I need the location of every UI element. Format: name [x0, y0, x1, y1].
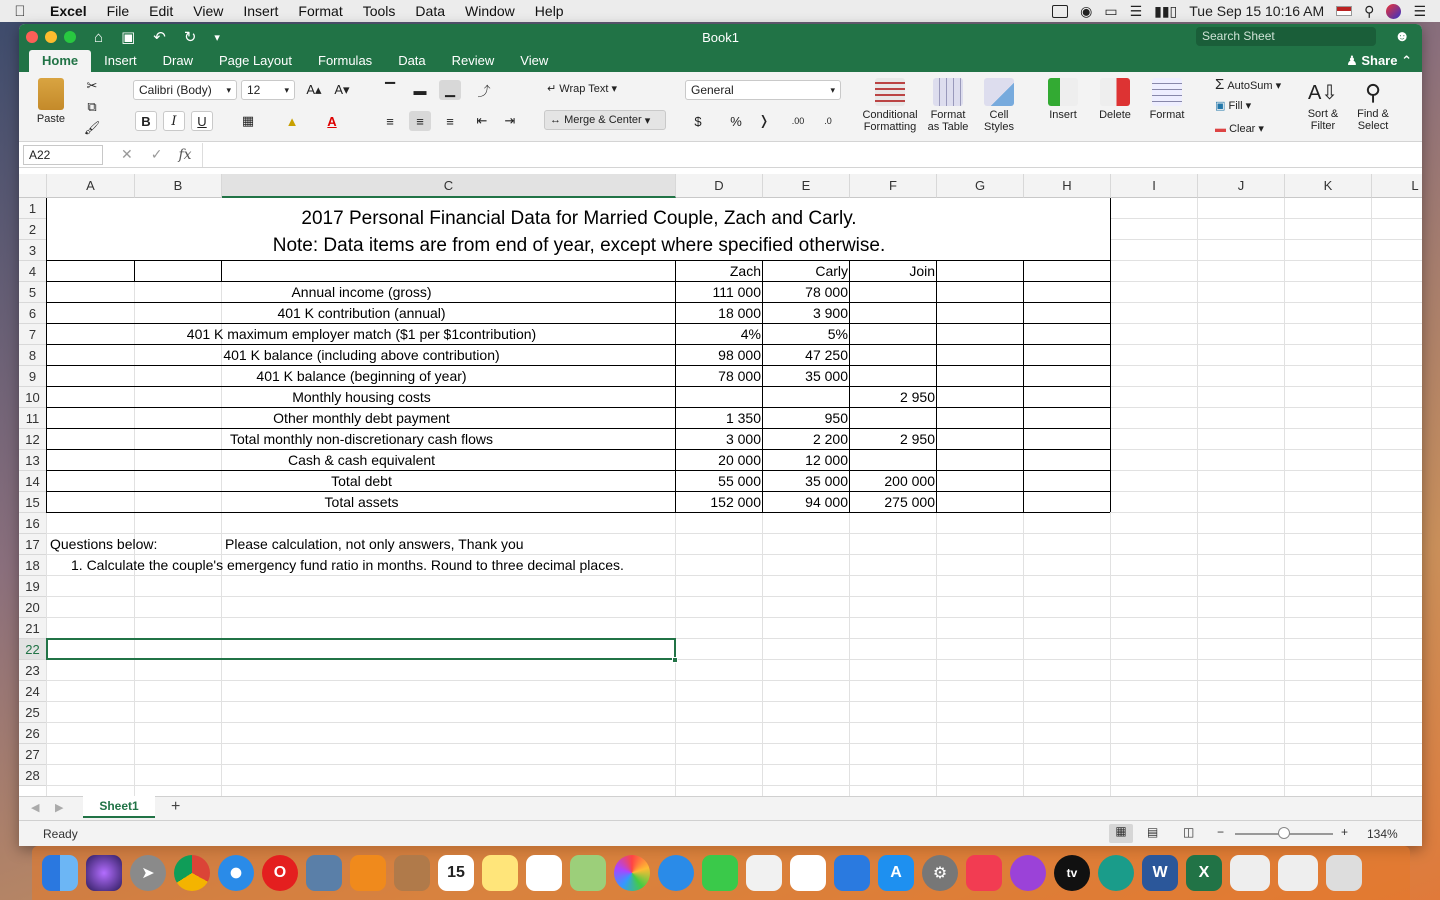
maps-icon[interactable]: [570, 855, 606, 891]
row-header-1[interactable]: 1: [19, 198, 47, 219]
menu-file[interactable]: File: [106, 3, 130, 19]
cell-joint[interactable]: 275 000: [884, 494, 935, 510]
row-label[interactable]: 401 K contribution (annual): [277, 305, 446, 321]
apple-tv-icon[interactable]: tv: [1054, 855, 1090, 891]
document-title: Book1: [702, 29, 739, 45]
cell-zach[interactable]: 3 000: [725, 431, 761, 447]
align-middle-icon[interactable]: ▬: [413, 82, 427, 98]
merge-center-label: Merge & Center: [564, 114, 642, 126]
insert-cells-icon: [1048, 78, 1078, 106]
find-select-button[interactable]: [1353, 78, 1393, 132]
control-center-icon[interactable]: ☰: [1413, 2, 1426, 19]
minimize-window-button[interactable]: [45, 31, 57, 43]
system-preferences-icon[interactable]: ⚙: [922, 855, 958, 891]
tab-draw[interactable]: Draw: [162, 53, 193, 68]
column-header-i[interactable]: I: [1111, 174, 1198, 198]
format-as-table-button[interactable]: [923, 78, 973, 133]
redo-icon[interactable]: ↻: [183, 29, 197, 46]
flag-icon[interactable]: [1336, 6, 1352, 16]
cut-icon[interactable]: ✂: [86, 78, 98, 93]
name-box[interactable]: A22: [23, 145, 103, 165]
cell-carly[interactable]: 94 000: [805, 494, 848, 510]
gridline-col: [1197, 198, 1198, 796]
gridline-row: [47, 575, 1422, 576]
paste-button[interactable]: [29, 78, 73, 125]
macos-menubar: [0, 0, 1440, 22]
border-col: [936, 260, 937, 512]
zoom-slider-thumb[interactable]: [1278, 827, 1290, 839]
cell-zach[interactable]: 111 000: [712, 284, 761, 300]
fill-icon: ▣: [1215, 100, 1226, 112]
conditional-formatting-icon: [875, 78, 905, 106]
gridline-row: [47, 617, 1422, 618]
wrap-text-button[interactable]: ↵ Wrap Text ▾: [547, 83, 617, 95]
conditional-label-1: Conditional: [862, 109, 918, 121]
sheet-title[interactable]: 2017 Personal Financial Data for Married Couple, Zach and Carly.: [301, 208, 857, 229]
chrome-icon[interactable]: [174, 855, 210, 891]
zoom-window-button[interactable]: [64, 31, 76, 43]
column-header-b[interactable]: B: [135, 174, 222, 198]
gridline-row: [47, 722, 1422, 723]
undo-icon[interactable]: ↶: [153, 29, 166, 46]
border-row: [46, 449, 1110, 450]
cell-styles-label-2: Styles: [984, 121, 1014, 133]
decrease-indent-icon[interactable]: ⇤: [476, 113, 488, 128]
tab-page-layout[interactable]: Page Layout: [218, 53, 292, 68]
cell-carly[interactable]: 2 200: [812, 431, 848, 447]
row-header-18[interactable]: 18: [19, 555, 47, 576]
tab-review[interactable]: Review: [451, 53, 495, 68]
normal-view-icon[interactable]: ▦: [1109, 824, 1133, 843]
cell-carly[interactable]: 950: [824, 410, 848, 426]
preview-icon[interactable]: [306, 855, 342, 891]
bold-button[interactable]: B: [135, 111, 157, 131]
row-label[interactable]: Monthly housing costs: [292, 389, 431, 405]
cell-joint[interactable]: 2 950: [899, 431, 935, 447]
row-header-21[interactable]: 21: [19, 618, 47, 639]
align-center-icon[interactable]: ≡: [409, 111, 431, 131]
row-header-17[interactable]: 17: [19, 534, 47, 555]
row-header-9[interactable]: 9: [19, 366, 47, 387]
reminders-icon[interactable]: [526, 855, 562, 891]
close-window-button[interactable]: [26, 31, 38, 43]
save-icon[interactable]: ▣: [121, 29, 136, 46]
fill-color-icon[interactable]: ▲: [285, 113, 299, 129]
cell-zach[interactable]: 152 000: [710, 494, 761, 510]
row-header-10[interactable]: 10: [19, 387, 47, 408]
share-button[interactable]: ♟ Share ⌃: [1346, 53, 1412, 68]
increase-font-icon[interactable]: A▴: [306, 82, 322, 97]
excel-window: [19, 24, 1422, 846]
insert-cells-button[interactable]: [1039, 78, 1087, 121]
bluetooth-icon[interactable]: [1052, 5, 1068, 18]
add-sheet-icon[interactable]: +: [171, 798, 181, 815]
conditional-label-2: Formatting: [863, 121, 917, 133]
row-header-11[interactable]: 11: [19, 408, 47, 429]
format-table-label-1: Format: [930, 109, 966, 121]
tab-view[interactable]: View: [520, 53, 549, 68]
books-icon[interactable]: [350, 855, 386, 891]
documents-stack-icon[interactable]: [1278, 855, 1318, 891]
eraser-icon: ▬: [1215, 123, 1226, 135]
border-row: [46, 407, 1110, 408]
clipboard-icon: [38, 78, 64, 110]
facetime-icon[interactable]: [702, 855, 738, 891]
border-row: [46, 491, 1110, 492]
textedit-icon[interactable]: [746, 855, 782, 891]
cell-zach[interactable]: 20 000: [718, 452, 761, 468]
border-right: [1110, 198, 1111, 512]
launchpad-icon[interactable]: ➤: [130, 855, 166, 891]
macos-dock: [32, 846, 1410, 900]
calendar-icon[interactable]: 15: [438, 855, 474, 891]
comma-style-icon[interactable]: ❭: [758, 113, 770, 128]
format-table-label-2: as Table: [927, 121, 969, 133]
row-header-15[interactable]: 15: [19, 492, 47, 513]
magnifier-icon: ⚲: [1364, 80, 1382, 105]
row-label[interactable]: 401 K maximum employer match ($1 per $1contribution): [186, 326, 537, 342]
gridline-row: [47, 764, 1422, 765]
format-cells-button[interactable]: [1143, 78, 1191, 121]
font-color-icon[interactable]: A: [327, 113, 337, 129]
sort-filter-button[interactable]: [1303, 78, 1343, 132]
border-row: [46, 344, 1110, 345]
currency-icon[interactable]: $: [694, 113, 702, 129]
search-sheet-input[interactable]: [1196, 27, 1376, 46]
gridline-row: [47, 701, 1422, 702]
battery-icon[interactable]: ▮▮▯: [1154, 2, 1178, 19]
column-header-f[interactable]: F: [850, 174, 937, 198]
header-joint[interactable]: Join: [909, 263, 935, 279]
menu-view[interactable]: View: [193, 3, 224, 19]
border-row: [46, 386, 1110, 387]
align-right-icon[interactable]: ≡: [446, 113, 454, 129]
airplay-icon[interactable]: ▭: [1104, 2, 1118, 19]
page-break-view-icon[interactable]: ◫: [1183, 825, 1195, 839]
clock[interactable]: Tue Sep 15 10:16 AM: [1189, 3, 1325, 19]
cell-carly[interactable]: 35 000: [805, 473, 848, 489]
find-select-label-1: Find &: [1357, 108, 1389, 120]
home-icon[interactable]: ⌂: [94, 28, 104, 46]
gridline-row: [47, 785, 1422, 786]
border-row: [46, 470, 1110, 471]
align-top-icon[interactable]: ▔: [385, 82, 395, 97]
row-header-6[interactable]: 6: [19, 303, 47, 324]
cell-zach[interactable]: 55 000: [718, 473, 761, 489]
row-header-13[interactable]: 13: [19, 450, 47, 471]
customize-toolbar-icon[interactable]: ▾: [214, 31, 220, 44]
cell-carly[interactable]: 47 250: [805, 347, 848, 363]
number-format-value: General: [691, 83, 734, 97]
font-size-select[interactable]: 12 ▾: [241, 80, 295, 100]
menu-edit[interactable]: Edit: [149, 3, 174, 19]
wifi-icon[interactable]: ☰: [1129, 2, 1143, 19]
photos-icon[interactable]: [614, 855, 650, 891]
column-header-l[interactable]: L: [1372, 174, 1422, 198]
row-label[interactable]: Total monthly non-discretionary cash flows: [229, 431, 493, 447]
border-col-c: [675, 282, 676, 512]
apple-icon[interactable]: [0, 3, 40, 20]
account-icon[interactable]: ☻: [1394, 28, 1410, 45]
function-icon[interactable]: fx: [178, 146, 192, 163]
clear-button[interactable]: ▬ Clear ▾: [1215, 123, 1264, 135]
questions-note[interactable]: Please calculation, not only answers, Thank you: [225, 536, 524, 552]
sort-filter-label-2: Filter: [1310, 120, 1336, 132]
orientation-icon[interactable]: ⤴: [477, 83, 491, 99]
row-label[interactable]: Total debt: [331, 473, 392, 489]
find-select-label-2: Select: [1357, 120, 1389, 132]
copy-icon[interactable]: ⧉: [87, 99, 97, 114]
row-header-14[interactable]: 14: [19, 471, 47, 492]
zoom-out-icon[interactable]: −: [1217, 825, 1225, 839]
zoom-level[interactable]: 134%: [1367, 827, 1398, 841]
news-icon[interactable]: [966, 855, 1002, 891]
sigma-icon: Σ: [1215, 76, 1225, 93]
questions-label[interactable]: Questions below:: [50, 536, 158, 552]
opera-icon[interactable]: O: [262, 855, 298, 891]
cell-carly[interactable]: 78 000: [805, 284, 848, 300]
paste-label: Paste: [36, 113, 66, 125]
formula-input[interactable]: [202, 143, 1422, 167]
row-label[interactable]: Cash & cash equivalent: [287, 452, 436, 468]
fill-handle[interactable]: [672, 657, 678, 663]
menu-format[interactable]: Format: [298, 3, 343, 19]
row-header-20[interactable]: 20: [19, 597, 47, 618]
header-carly[interactable]: Carly: [815, 263, 848, 279]
trash-icon[interactable]: [1326, 855, 1362, 891]
cell-zach[interactable]: 1 350: [725, 410, 761, 426]
row-label[interactable]: Total assets: [324, 494, 399, 510]
align-left-icon[interactable]: ≡: [386, 113, 394, 129]
format-painter-icon[interactable]: 🖌: [83, 120, 101, 135]
sheet-tab-sheet1[interactable]: Sheet1: [83, 796, 155, 818]
border-col: [1023, 260, 1024, 512]
border-row: [46, 281, 1110, 282]
autosum-label: AutoSum: [1227, 80, 1273, 92]
row-header-27[interactable]: 27: [19, 744, 47, 765]
sheet-note[interactable]: Note: Data items are from end of year, except where specified otherwise.: [272, 235, 886, 256]
delete-cells-button[interactable]: [1091, 78, 1139, 121]
title-bar: [19, 24, 1422, 50]
prev-sheet-icon[interactable]: ◀: [31, 802, 40, 814]
gridline-col: [1371, 198, 1372, 796]
contacts-icon[interactable]: [394, 855, 430, 891]
tab-home[interactable]: Home: [29, 50, 91, 72]
row-label[interactable]: Annual income (gross): [291, 284, 432, 300]
word-icon[interactable]: W: [1142, 855, 1178, 891]
zoom-in-icon[interactable]: +: [1341, 825, 1349, 839]
format-as-table-icon: [933, 78, 963, 106]
border-col: [849, 260, 850, 512]
column-header-j[interactable]: J: [1198, 174, 1285, 198]
status-text: Ready: [43, 827, 78, 841]
font-name-value: Calibri (Body): [139, 83, 212, 97]
wrap-text-label: Wrap Text: [559, 83, 609, 95]
align-bottom-icon[interactable]: ▁: [439, 80, 461, 100]
row-header-2[interactable]: 2: [19, 219, 47, 240]
row-header-24[interactable]: 24: [19, 681, 47, 702]
column-header-g[interactable]: G: [937, 174, 1024, 198]
cell-carly[interactable]: 5%: [827, 326, 848, 342]
border-row: [46, 302, 1110, 303]
increase-indent-icon[interactable]: ⇥: [504, 113, 516, 128]
podcasts-icon[interactable]: [1010, 855, 1046, 891]
decrease-decimal-icon[interactable]: .0: [824, 116, 832, 126]
sync-icon[interactable]: ◉: [1080, 2, 1093, 19]
tab-formulas[interactable]: Formulas: [318, 53, 373, 68]
conditional-formatting-button[interactable]: [861, 78, 919, 133]
gridline-row: [47, 743, 1422, 744]
menu-insert[interactable]: Insert: [243, 3, 279, 19]
next-sheet-icon[interactable]: ▶: [55, 802, 64, 814]
cell-joint[interactable]: 2 950: [899, 389, 935, 405]
underline-button[interactable]: U: [191, 111, 213, 131]
format-cells-label: Format: [1149, 109, 1185, 121]
border-col: [134, 260, 135, 281]
percent-icon[interactable]: %: [730, 113, 742, 129]
delete-cells-label: Delete: [1099, 109, 1131, 121]
cell-joint[interactable]: 200 000: [884, 473, 935, 489]
delete-cells-icon: [1100, 78, 1130, 106]
downloads-stack-icon[interactable]: [1230, 855, 1270, 891]
keynote-icon[interactable]: [834, 855, 870, 891]
gridline-col: [1284, 198, 1285, 796]
gridline-row: [47, 680, 1422, 681]
page-layout-view-icon[interactable]: ▤: [1147, 825, 1159, 839]
border-row: [46, 512, 1110, 513]
app-store-icon[interactable]: A: [878, 855, 914, 891]
row-header-5[interactable]: 5: [19, 282, 47, 303]
ribbon-tabs: [19, 50, 1422, 72]
row-header-26[interactable]: 26: [19, 723, 47, 744]
cell-carly[interactable]: 3 900: [812, 305, 848, 321]
border-row: [46, 365, 1110, 366]
siri-dock-icon[interactable]: [86, 855, 122, 891]
numbers-icon[interactable]: [790, 855, 826, 891]
number-format-select[interactable]: General ▾: [685, 80, 841, 100]
row-header-8[interactable]: 8: [19, 345, 47, 366]
row-header-25[interactable]: 25: [19, 702, 47, 723]
row-header-22[interactable]: 22: [19, 639, 47, 660]
insert-cells-label: Insert: [1049, 109, 1077, 121]
sync-app-icon[interactable]: [1098, 855, 1134, 891]
share-label: Share: [1361, 53, 1398, 68]
cancel-edit-icon[interactable]: ✕: [121, 146, 133, 162]
ribbon-home: [19, 72, 1422, 142]
increase-decimal-icon[interactable]: .00: [791, 116, 805, 126]
select-all-corner[interactable]: [19, 174, 47, 198]
header-zach[interactable]: Zach: [729, 263, 761, 279]
finder-icon[interactable]: [42, 855, 78, 891]
border-col: [221, 260, 222, 281]
row-header-3[interactable]: 3: [19, 240, 47, 261]
column-header-k[interactable]: K: [1285, 174, 1372, 198]
cell-zach[interactable]: 98 000: [718, 347, 761, 363]
row-header-7[interactable]: 7: [19, 324, 47, 345]
autosum-button[interactable]: Σ AutoSum ▾: [1215, 76, 1282, 93]
formula-bar: [19, 142, 1422, 168]
font-size-value: 12: [247, 83, 261, 97]
border-col: [762, 260, 763, 512]
row-header-23[interactable]: 23: [19, 660, 47, 681]
font-name-select[interactable]: Calibri (Body) ▾: [133, 80, 237, 100]
cell-styles-icon: [984, 78, 1014, 106]
sort-filter-label-1: Sort &: [1307, 108, 1339, 120]
tab-insert[interactable]: Insert: [104, 53, 137, 68]
spotlight-search-icon[interactable]: ⚲: [1364, 2, 1375, 19]
worksheet-grid[interactable]: [19, 174, 1422, 796]
row-header-28[interactable]: 28: [19, 765, 47, 786]
column-header-a[interactable]: A: [47, 174, 135, 198]
menu-app[interactable]: Excel: [50, 3, 87, 19]
border-top-table: [46, 260, 1110, 261]
column-header-e[interactable]: E: [763, 174, 850, 198]
row-header-16[interactable]: 16: [19, 513, 47, 534]
question-1[interactable]: 1. Calculate the couple's emergency fund ratio in months. Round to three decimal places.: [71, 557, 624, 573]
border-row: [46, 428, 1110, 429]
fill-label: Fill: [1228, 100, 1243, 112]
confirm-edit-icon[interactable]: ✓: [150, 146, 163, 162]
cell-zach[interactable]: 18 000: [718, 305, 761, 321]
notes-icon[interactable]: [482, 855, 518, 891]
borders-icon[interactable]: ▦: [241, 113, 255, 128]
border-row: [46, 323, 1110, 324]
status-bar: [19, 820, 1422, 846]
column-header-d[interactable]: D: [676, 174, 763, 198]
sort-filter-icon: A⇩: [1307, 82, 1339, 104]
menu-window[interactable]: Window: [465, 3, 515, 19]
menu-help[interactable]: Help: [534, 3, 564, 19]
sheet-tab-bar: [19, 796, 1422, 820]
clear-label: Clear: [1229, 123, 1256, 135]
gridline-row: [47, 596, 1422, 597]
decrease-font-icon[interactable]: A▾: [334, 82, 350, 97]
selected-range-a22[interactable]: [46, 638, 676, 660]
tab-data[interactable]: Data: [398, 53, 426, 68]
row-label[interactable]: 401 K balance (including above contribution): [223, 347, 500, 363]
messages-icon[interactable]: [658, 855, 694, 891]
merge-center-button[interactable]: ↔ Merge & Center ▾: [544, 110, 666, 130]
row-header-19[interactable]: 19: [19, 576, 47, 597]
row-header-4[interactable]: 4: [19, 261, 47, 282]
cell-zach[interactable]: 78 000: [718, 368, 761, 384]
row-label[interactable]: 401 K balance (beginning of year): [256, 368, 467, 384]
siri-icon[interactable]: [1386, 4, 1401, 19]
cell-carly[interactable]: 12 000: [805, 452, 848, 468]
format-cells-icon: [1152, 78, 1182, 106]
cell-styles-button[interactable]: [975, 78, 1023, 133]
safari-icon[interactable]: [218, 855, 254, 891]
cell-carly[interactable]: 35 000: [805, 368, 848, 384]
excel-icon[interactable]: X: [1186, 855, 1222, 891]
menu-tools[interactable]: Tools: [362, 3, 396, 19]
italic-button[interactable]: I: [163, 111, 185, 131]
border-left: [46, 198, 47, 512]
row-header-12[interactable]: 12: [19, 429, 47, 450]
column-header-c[interactable]: C: [222, 174, 676, 198]
row-label[interactable]: Other monthly debt payment: [273, 410, 450, 426]
menu-data[interactable]: Data: [415, 3, 445, 19]
cell-styles-label-1: Cell: [989, 109, 1009, 121]
fill-button[interactable]: ▣ Fill ▾: [1215, 100, 1252, 112]
column-header-h[interactable]: H: [1024, 174, 1111, 198]
cell-zach[interactable]: 4%: [740, 326, 761, 342]
